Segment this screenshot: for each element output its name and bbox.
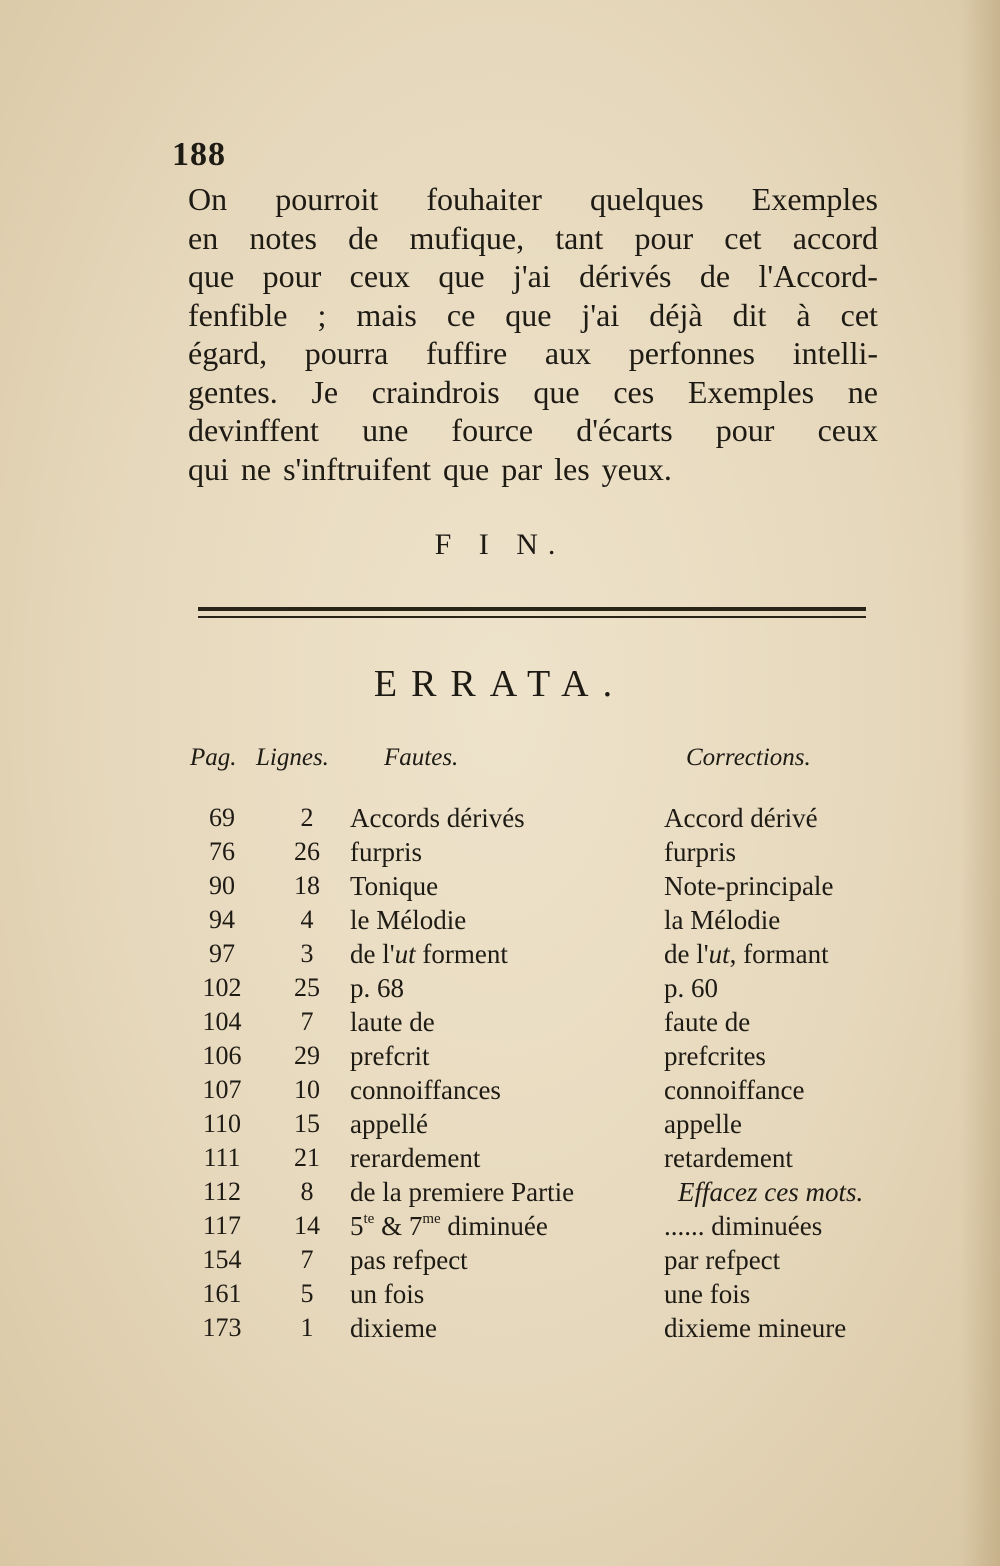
fault-text-part: diminuée	[440, 1211, 548, 1241]
page-ref: 104	[202, 1007, 242, 1036]
line-ref: 5	[300, 1279, 314, 1308]
errata-row	[0, 1175, 1000, 1209]
word: que	[505, 296, 552, 333]
page-ref: 107	[202, 1075, 242, 1104]
fault-text: rerardement	[350, 1143, 481, 1173]
word: craindrois	[371, 373, 500, 410]
word: l'Accord-	[758, 258, 878, 294]
correction-text: la Mélodie	[664, 905, 781, 935]
page-ref: 112	[202, 1177, 242, 1206]
fault-text: prefcrit	[350, 1041, 430, 1071]
fault-text-part: & 7	[374, 1211, 423, 1241]
errata-row	[0, 1039, 1000, 1073]
word: gentes.	[188, 373, 278, 410]
fault-text: laute de	[350, 1007, 435, 1037]
line-ref: 7	[300, 1245, 314, 1274]
word: fenfible	[188, 296, 288, 333]
word: pour	[634, 219, 694, 256]
word: s'inftruifent	[283, 450, 432, 487]
word: égard	[188, 335, 260, 371]
line-ref: 10	[294, 1075, 320, 1104]
errata-row	[0, 903, 1000, 937]
errata-row	[0, 1107, 1000, 1141]
page-ref: 76	[209, 837, 235, 866]
page-ref: 117	[202, 1211, 242, 1240]
correction-text: Accord dérivé	[664, 803, 818, 833]
page-ref: 161	[202, 1279, 242, 1308]
fault-text: connoiffances	[350, 1075, 501, 1105]
fault-text-part: 5	[350, 1211, 364, 1241]
page-ref: 102	[202, 973, 242, 1002]
paragraph-line-7	[188, 411, 878, 450]
paragraph-line-3	[188, 257, 878, 296]
fault-text: Accords dérivés	[350, 803, 525, 833]
page-ref: 110	[202, 1109, 242, 1138]
word: tant	[555, 219, 604, 256]
line-ref: 1	[300, 1313, 314, 1342]
correction-text: dixieme mineure	[664, 1313, 847, 1343]
fault-text-part: de l'	[350, 939, 395, 969]
fault-text: de la premiere Partie	[350, 1177, 575, 1207]
word: j'ai	[581, 296, 620, 333]
page-ref: 154	[202, 1245, 242, 1274]
header-faults: Fautes.	[384, 744, 459, 771]
header-lines: Lignes.	[256, 744, 329, 771]
paragraph-line-4	[188, 296, 878, 335]
fault-text: le Mélodie	[350, 905, 467, 935]
page-ref: 111	[203, 1143, 241, 1172]
word: déjà	[649, 296, 703, 333]
word: yeux.	[601, 450, 672, 487]
errata-row	[0, 801, 1000, 835]
word: On	[188, 181, 228, 217]
line-ref: 18	[294, 871, 320, 900]
paragraph-line-5	[188, 334, 878, 373]
word: mais	[356, 296, 417, 333]
correction-text: retardement	[664, 1143, 793, 1173]
word: ne	[847, 373, 878, 410]
closing-paragraph	[188, 180, 878, 488]
line-ref: 8	[300, 1177, 314, 1206]
errata-row	[0, 971, 1000, 1005]
correction-text: p. 60	[664, 973, 718, 1003]
correction-text	[664, 937, 829, 971]
line-ref: 15	[294, 1109, 320, 1138]
punctuation: ,	[259, 335, 268, 371]
line-ref: 26	[294, 837, 320, 866]
correction-text: par refpect	[664, 1245, 781, 1275]
paragraph-line-1	[188, 180, 878, 219]
fault-text: pas refpect	[350, 1245, 468, 1275]
fault-text-part: forment	[415, 939, 508, 969]
correction-text: prefcrites	[664, 1041, 766, 1071]
page-ref: 173	[202, 1313, 242, 1342]
word: accord	[792, 219, 878, 256]
ordinal-superscript: me	[422, 1211, 441, 1227]
word: devinffent	[188, 412, 319, 448]
correction-text-italic: ut	[708, 939, 730, 969]
errata-row	[0, 1311, 1000, 1345]
word: pourroit	[275, 181, 379, 217]
errata-row	[0, 1005, 1000, 1039]
word: que	[443, 450, 490, 487]
correction-text: faute de	[664, 1007, 751, 1037]
line-ref: 14	[294, 1211, 320, 1240]
word: de	[699, 258, 731, 294]
word: ;	[317, 296, 327, 333]
page-ref: 94	[209, 905, 235, 934]
header-page: Pag.	[190, 744, 237, 771]
fault-text: p. 68	[350, 973, 404, 1003]
fault-text: appellé	[350, 1109, 428, 1139]
errata-row	[0, 1243, 1000, 1277]
correction-text: une fois	[664, 1279, 751, 1309]
page-ref: 106	[202, 1041, 242, 1070]
word: Je	[311, 373, 339, 410]
fault-text	[350, 1209, 548, 1243]
page-ref: 97	[209, 939, 235, 968]
word: notes	[249, 219, 317, 256]
word: Exemples	[687, 373, 815, 410]
word: pourra	[304, 335, 389, 371]
word: ces	[613, 373, 655, 410]
word: par	[501, 450, 543, 487]
correction-text: appelle	[664, 1109, 742, 1139]
word: perfonnes	[628, 335, 755, 371]
paragraph-line-8	[188, 450, 878, 489]
word: ceux	[817, 412, 878, 448]
line-ref: 7	[300, 1007, 314, 1036]
errata-row	[0, 1209, 1000, 1243]
fault-text-italic: ut	[394, 939, 416, 969]
errata-row	[0, 1141, 1000, 1175]
word: quelques	[589, 181, 704, 217]
word: une	[362, 412, 409, 448]
errata-row	[0, 1073, 1000, 1107]
word: de	[348, 219, 379, 256]
word: pour	[715, 412, 775, 448]
word: à	[796, 296, 811, 333]
punctuation: ,	[516, 219, 525, 256]
correction-text: furpris	[664, 837, 736, 867]
page-ref: 90	[209, 871, 235, 900]
word: ne	[240, 450, 272, 487]
errata-row	[0, 835, 1000, 869]
errata-row	[0, 869, 1000, 903]
page-number: 188	[172, 136, 226, 173]
word: que	[533, 373, 580, 410]
correction-text-part: , formant	[729, 939, 829, 969]
word: intelli-	[792, 335, 878, 371]
page-ref: 69	[209, 803, 235, 832]
fault-text	[350, 937, 508, 971]
errata-row	[0, 937, 1000, 971]
word: fource	[451, 412, 534, 448]
word: fuffire	[426, 335, 508, 371]
word: ceux	[349, 258, 411, 294]
word: cet	[724, 219, 762, 256]
correction-text: Effacez ces mots.	[678, 1177, 864, 1207]
word: fouhaiter	[426, 181, 542, 217]
word: que	[188, 258, 235, 294]
word: qui	[188, 450, 229, 487]
fault-text: un fois	[350, 1279, 425, 1309]
correction-text: connoiffance	[664, 1075, 805, 1105]
errata-title: ERRATA.	[373, 663, 627, 705]
line-ref: 2	[300, 803, 314, 832]
line-ref: 25	[294, 973, 320, 1002]
word: d'écarts	[576, 412, 673, 448]
line-ref: 4	[300, 905, 314, 934]
word: j'ai	[512, 258, 551, 294]
word: mufique	[409, 219, 517, 256]
word: dit	[732, 296, 767, 333]
word: pour	[262, 258, 322, 294]
header-corrections: Corrections.	[686, 744, 811, 771]
word: que	[438, 258, 485, 294]
fault-text: dixieme	[350, 1313, 437, 1343]
line-ref: 29	[294, 1041, 320, 1070]
fault-text: furpris	[350, 837, 422, 867]
divider-rule-thin	[198, 616, 866, 618]
word: en	[188, 219, 219, 256]
correction-text: ...... diminuées	[664, 1211, 823, 1241]
fault-text: Tonique	[350, 871, 439, 901]
word: les	[554, 450, 590, 487]
ordinal-superscript: te	[363, 1211, 375, 1227]
word: dérivés	[579, 258, 672, 294]
word: cet	[840, 296, 878, 333]
line-ref: 3	[300, 939, 314, 968]
fin-mark: F I N.	[434, 528, 566, 561]
paragraph-line-2	[188, 219, 878, 258]
divider-rule-thick	[198, 607, 866, 611]
errata-row	[0, 1277, 1000, 1311]
correction-text-part: de l'	[664, 939, 709, 969]
correction-text: Note-principale	[664, 871, 834, 901]
word: ce	[446, 296, 476, 333]
paragraph-line-6	[188, 373, 878, 412]
line-ref: 21	[294, 1143, 320, 1172]
word: aux	[544, 335, 592, 371]
word: Exemples	[751, 181, 878, 217]
